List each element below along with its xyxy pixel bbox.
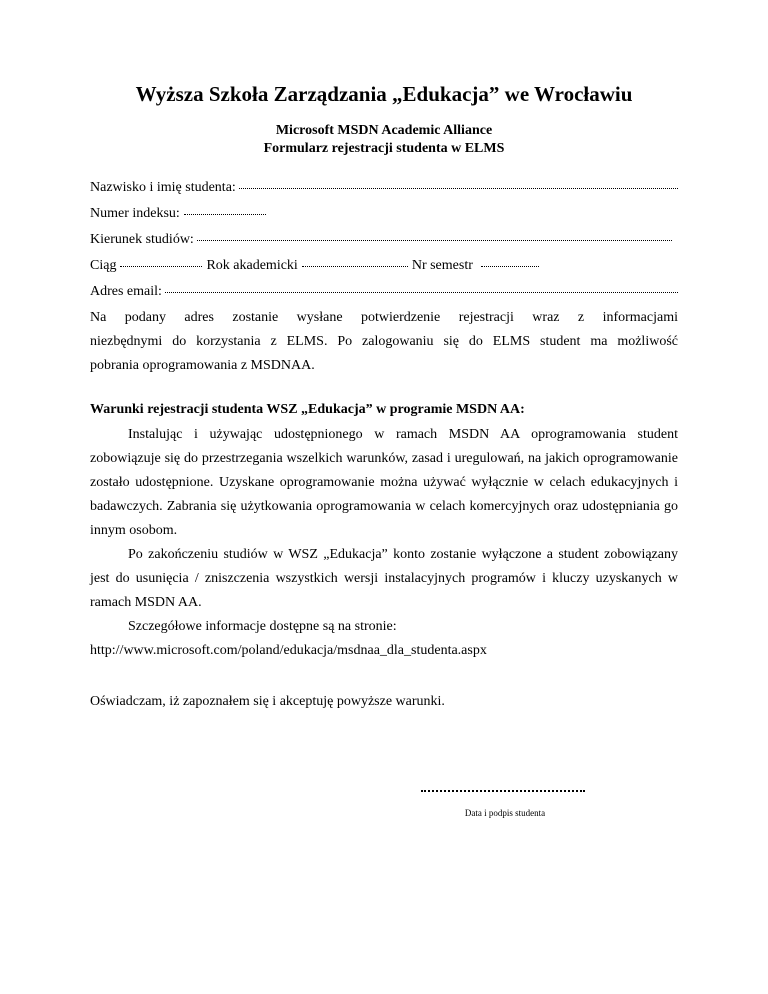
index-field-label: Numer indeksu: bbox=[90, 206, 180, 221]
terms-body bbox=[90, 423, 678, 663]
index-field-row bbox=[90, 206, 678, 222]
name-field-row bbox=[90, 180, 678, 196]
course-field-row bbox=[90, 232, 672, 248]
info-line: niezbędnymi do korzystania z ELMS. Po zalogowaniu się do ELMS student ma możliwość bbox=[90, 334, 678, 349]
terms-paragraph-end-of-studies: Po zakończeniu studiów w WSZ „Edukacja” konto zostanie wyłączone a student zobowiązany jest do usunięcia / zniszczenia wszystkich wersji instalacyjnych programów i kluczy uzyskanych w ramach MSDN AA. bbox=[90, 547, 678, 610]
info-line: Na podany adres zostanie wysłane potwierdzenie rejestracji wraz z informacjami bbox=[90, 310, 678, 325]
terms-paragraph-usage: Instalując i używając udostępnionego w ramach MSDN AA oprogramowania student zobowiązuje się do przestrzegania wszelkich warunków, zasad i uregulowań, na jakich oprogramowanie zostało udostępnione. Uzyskane oprogramowanie można używać wyłącznie w celach edukacyjnych i badawczych. Zabrania się użytkowania oprogramowania w celach komercyjnych oraz udostępniania go innym osobom. bbox=[90, 427, 678, 538]
cycle-field-label: Ciąg bbox=[90, 258, 117, 273]
year-field-label: Rok akademicki bbox=[206, 258, 298, 273]
course-field-dotted-line[interactable] bbox=[197, 240, 672, 241]
semester-field-label: Nr semestr bbox=[411, 258, 473, 273]
subtitle-form: Formularz rejestracji studenta w ELMS bbox=[263, 141, 505, 156]
terms-heading: Warunki rejestracji studenta WSZ „Edukacja” w programie MSDN AA: bbox=[90, 402, 525, 417]
course-field-label: Kierunek studiów: bbox=[90, 232, 194, 247]
signature-caption: Data i podpis studenta bbox=[464, 808, 546, 818]
semester-field-dotted-line[interactable] bbox=[481, 266, 539, 267]
name-field-dotted-line[interactable] bbox=[239, 188, 678, 189]
email-field-row bbox=[90, 284, 678, 300]
info-paragraph bbox=[90, 306, 678, 378]
email-field-label: Adres email: bbox=[90, 284, 162, 299]
declaration-paragraph bbox=[90, 690, 678, 714]
index-field-dotted-line[interactable] bbox=[184, 214, 266, 215]
terms-url-link[interactable]: http://www.microsoft.com/poland/edukacja/msdnaa_dla_studenta.aspx bbox=[90, 643, 487, 658]
signature-dotted-line[interactable] bbox=[421, 790, 585, 792]
name-field-label: Nazwisko i imię studenta: bbox=[90, 180, 236, 195]
document-title: Wyższa Szkoła Zarządzania „Edukacja” we Wrocławiu bbox=[135, 82, 633, 106]
year-field-dotted-line[interactable] bbox=[302, 266, 408, 267]
cycle-year-semester-row bbox=[90, 258, 678, 274]
cycle-field-dotted-line[interactable] bbox=[120, 266, 202, 267]
info-line: pobrania oprogramowania z MSDNAA. bbox=[90, 358, 315, 373]
terms-paragraph-details: Szczegółowe informacje dostępne są na stronie: bbox=[128, 619, 397, 634]
subtitle-program: Microsoft MSDN Academic Alliance bbox=[275, 123, 493, 138]
email-field-dotted-line[interactable] bbox=[165, 292, 678, 293]
declaration-text: Oświadczam, iż zapoznałem się i akceptuję powyższe warunki. bbox=[90, 694, 445, 709]
